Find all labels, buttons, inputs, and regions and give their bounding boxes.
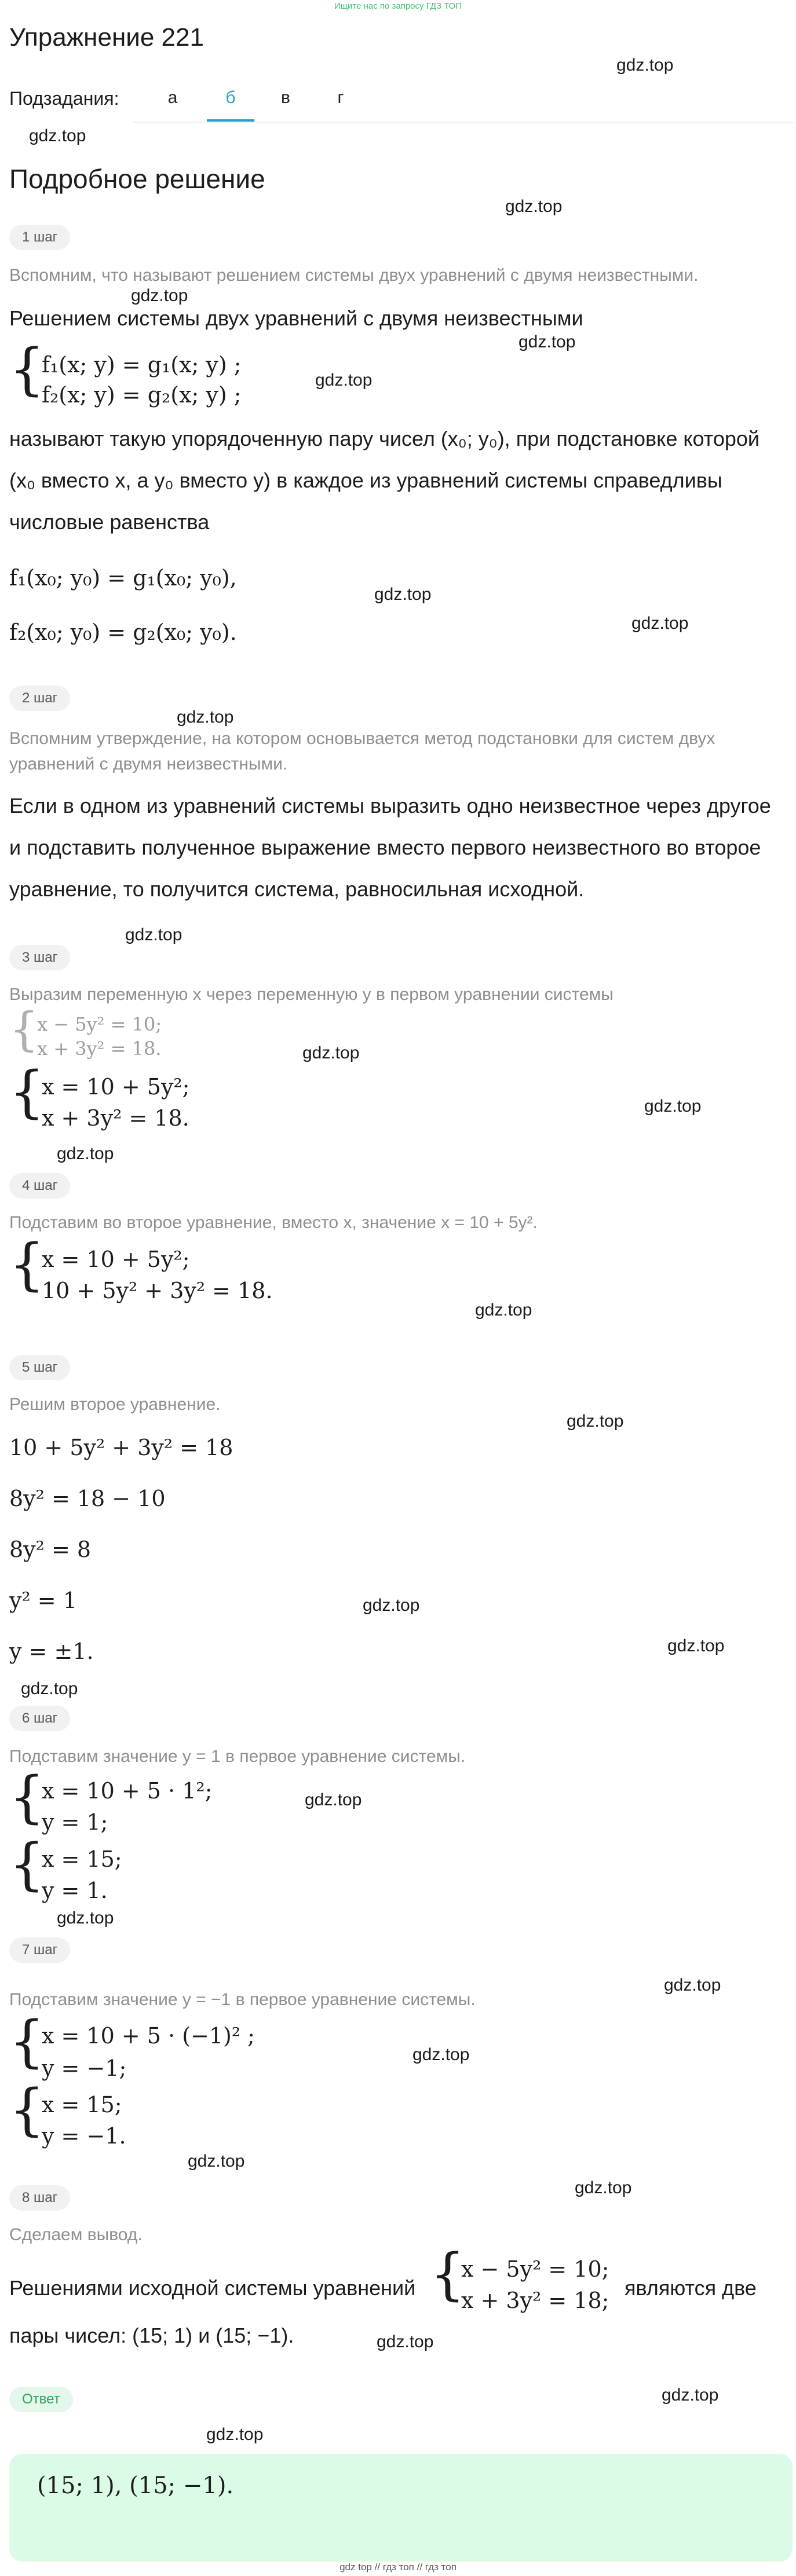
step-note: Подставим значение y = −1 в первое уравнение системы. bbox=[9, 1990, 476, 2009]
answer-box bbox=[9, 2454, 793, 2562]
watermark: gdz.top bbox=[616, 56, 674, 75]
system-brace: { bbox=[9, 1060, 45, 1124]
tab-a[interactable]: а bbox=[167, 88, 178, 107]
equation: x = 15; bbox=[42, 2092, 122, 2117]
watermark: gdz.top bbox=[177, 708, 234, 727]
equation: x + 3y² = 18. bbox=[42, 1105, 189, 1131]
watermark: gdz.top bbox=[21, 1679, 78, 1698]
watermark: gdz.top bbox=[664, 1976, 721, 1995]
equation: x = 10 + 5y²; bbox=[42, 1074, 190, 1100]
watermark: gdz.top bbox=[644, 1097, 702, 1116]
step-badge: 3 шаг bbox=[9, 945, 70, 970]
equation: x + 3y² = 18; bbox=[461, 2288, 609, 2313]
equation: 10 + 5y² + 3y² = 18 bbox=[9, 1435, 233, 1460]
page-title: Упражнение 221 bbox=[9, 23, 204, 52]
original-system bbox=[37, 1012, 162, 1061]
step-text: являются две bbox=[625, 2276, 757, 2300]
step-text: (x₀ вместо x, а y₀ вместо y) в каждое из уравнений системы справедливы bbox=[9, 468, 722, 492]
watermark: gdz.top bbox=[188, 2152, 245, 2171]
watermark: gdz.top bbox=[57, 1144, 114, 1163]
watermark: gdz.top bbox=[374, 585, 432, 604]
tab-v[interactable]: в bbox=[281, 88, 290, 107]
step-badge: 5 шаг bbox=[9, 1355, 70, 1380]
system-equations bbox=[42, 1071, 189, 1134]
system-brace: { bbox=[9, 1232, 45, 1297]
watermark: gdz.top bbox=[575, 2178, 632, 2197]
system-brace: { bbox=[9, 1002, 39, 1056]
system-equations bbox=[42, 1844, 122, 1906]
system-equations bbox=[42, 1244, 273, 1306]
step-badge: 7 шаг bbox=[9, 1937, 70, 1963]
step-text: пары чисел: (15; 1) и (15; −1). bbox=[9, 2324, 294, 2347]
step-text: Решением системы двух уравнений с двумя неизвестными bbox=[9, 306, 583, 330]
step-text: числовые равенства bbox=[9, 510, 210, 534]
equation: x − 5y² = 10; bbox=[37, 1013, 162, 1035]
equation: x = 15; bbox=[42, 1846, 122, 1872]
step-text: называют такую упорядоченную пару чисел (x₀; y₀), при подстановке которой bbox=[9, 427, 760, 450]
equation: f₁(x₀; y₀) = g₁(x₀; y₀), bbox=[9, 565, 237, 591]
section-title: Подробное решение bbox=[9, 164, 265, 194]
step-text: Если в одном из уравнений системы выразить одно неизвестное через другое bbox=[9, 794, 771, 818]
step-note: Подставим значение y = 1 в первое уравнение системы. bbox=[9, 1747, 466, 1766]
watermark: gdz.top bbox=[662, 2386, 719, 2405]
system-equations bbox=[42, 1775, 212, 1838]
system-brace: { bbox=[9, 1765, 45, 1830]
active-tab-indicator bbox=[207, 119, 254, 122]
step-note: Сделаем вывод. bbox=[9, 2225, 143, 2244]
equation: 8y² = 18 − 10 bbox=[9, 1486, 166, 1511]
equation: y² = 1 bbox=[9, 1588, 77, 1613]
watermark: gdz.top bbox=[302, 1043, 360, 1062]
footer: gdz top // гдз топ // гдз топ bbox=[339, 2562, 457, 2573]
step-badge: 6 шаг bbox=[9, 1706, 70, 1731]
equation: x + 3y² = 18. bbox=[37, 1038, 162, 1060]
watermark: gdz.top bbox=[475, 1300, 532, 1320]
step-badge: 2 шаг bbox=[9, 686, 70, 711]
top-search-note: Ищите нас по запросу ГДЗ ТОП bbox=[334, 1, 462, 11]
watermark: gdz.top bbox=[631, 614, 689, 633]
equation: f₂(x; y) = g₂(x; y) ; bbox=[42, 382, 242, 408]
watermark: gdz.top bbox=[363, 1596, 420, 1615]
step-note: Подставим во второе уравнение, вместо x, значение x = 10 + 5y². bbox=[9, 1213, 538, 1232]
step-badge: 1 шаг bbox=[9, 225, 70, 250]
watermark: gdz.top bbox=[505, 197, 563, 216]
equation: 8y² = 8 bbox=[9, 1537, 92, 1562]
system-brace: { bbox=[9, 2077, 45, 2142]
system-brace: { bbox=[9, 2009, 45, 2074]
watermark: gdz.top bbox=[412, 2045, 470, 2064]
equation: y = −1; bbox=[42, 2055, 127, 2081]
equation: x = 10 + 5 · (−1)² ; bbox=[42, 2023, 255, 2049]
watermark: gdz.top bbox=[206, 2425, 264, 2444]
answer-badge: Ответ bbox=[9, 2387, 73, 2412]
step-note: уравнений с двумя неизвестными. bbox=[9, 754, 288, 774]
watermark: gdz.top bbox=[57, 1908, 114, 1928]
system-equations bbox=[42, 2089, 126, 2152]
step-text: и подставить полученное выражение вместо первого неизвестного во второе bbox=[9, 836, 761, 859]
watermark: gdz.top bbox=[377, 2332, 434, 2351]
equation: 10 + 5y² + 3y² = 18. bbox=[42, 1278, 273, 1303]
step-note: Вспомним утверждение, на котором основывается метод подстановки для систем двух bbox=[9, 729, 715, 748]
system-equations bbox=[461, 2253, 609, 2316]
equation: y = ±1. bbox=[9, 1639, 94, 1664]
step-note: Выразим переменную x через переменную y в первом уравнении системы bbox=[9, 985, 614, 1004]
system-brace: { bbox=[9, 1832, 45, 1897]
system-equations bbox=[42, 2020, 255, 2084]
subtasks-label: Подзадания: bbox=[9, 88, 119, 109]
equation: f₁(x; y) = g₁(x; y) ; bbox=[42, 352, 242, 378]
watermark: gdz.top bbox=[125, 925, 182, 944]
step-badge: 8 шаг bbox=[9, 2185, 70, 2211]
watermark: gdz.top bbox=[305, 1790, 362, 1809]
watermark: gdz.top bbox=[567, 1412, 624, 1431]
system-brace: { bbox=[430, 2242, 466, 2307]
equation: x = 10 + 5 · 1²; bbox=[42, 1778, 213, 1804]
watermark: gdz.top bbox=[667, 1636, 725, 1655]
watermark: gdz.top bbox=[29, 126, 86, 145]
equation: f₂(x₀; y₀) = g₂(x₀; y₀). bbox=[9, 620, 237, 645]
step-text: Решениями исходной системы уравнений bbox=[9, 2276, 416, 2300]
step-note: Решим второе уравнение. bbox=[9, 1395, 221, 1414]
step-badge: 4 шаг bbox=[9, 1173, 70, 1199]
system-equations bbox=[42, 350, 242, 410]
system-brace: { bbox=[9, 337, 45, 402]
watermark: gdz.top bbox=[315, 371, 373, 390]
tabs-divider bbox=[133, 122, 794, 123]
tab-b[interactable]: б bbox=[225, 88, 236, 107]
step-note: Вспомним, что называют решением системы двух уравнений с двумя неизвестными. bbox=[9, 266, 699, 285]
watermark: gdz.top bbox=[131, 286, 188, 305]
answer-value: (15; 1), (15; −1). bbox=[37, 2472, 234, 2499]
watermark: gdz.top bbox=[519, 332, 576, 351]
step-text: уравнение, то получится система, равносильная исходной. bbox=[9, 877, 585, 901]
tab-g[interactable]: г bbox=[337, 88, 344, 107]
equation: x − 5y² = 10; bbox=[461, 2256, 609, 2282]
equation: y = 1; bbox=[42, 1809, 108, 1835]
equation: x = 10 + 5y²; bbox=[42, 1247, 190, 1272]
equation: y = 1. bbox=[42, 1878, 108, 1903]
equation: y = −1. bbox=[42, 2123, 126, 2149]
